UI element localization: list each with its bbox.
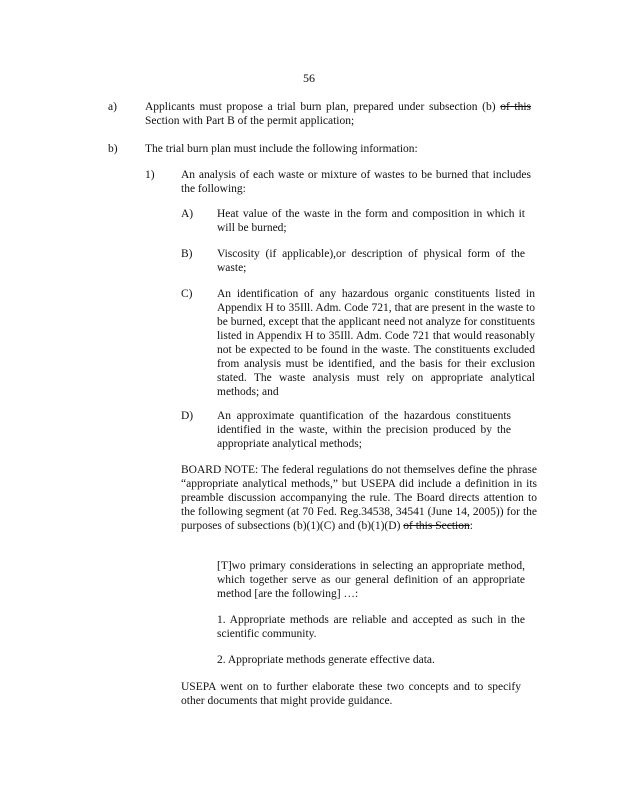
- quote-intro: [T]wo primary considerations in selecting an appropriate method, which together serve as our general definition of an appropriate method [are the following] …:: [217, 560, 525, 600]
- page-number: 56: [303, 71, 315, 85]
- quote-point-2: 2. Appropriate methods generate effective data.: [217, 654, 435, 666]
- subsection-b1-D: [0, 409, 618, 454]
- subsection-b1-B: [0, 247, 618, 277]
- subsection-b1-D-text: An approximate quantification of the hazardous constituents identified in the waste, within the precision produced by the appropriate analytical methods;: [217, 410, 511, 450]
- subsection-b-label: b): [108, 143, 118, 155]
- subsection-b-text: The trial burn plan must include the following information:: [145, 143, 418, 155]
- subsection-b1-label: 1): [145, 169, 155, 181]
- subsection-b1-B-text: Viscosity (if applicable),or description of physical form of the waste;: [217, 248, 525, 274]
- subsection-a-struck: of this: [500, 101, 532, 113]
- subsection-a-text-after: Section with Part B of the permit application;: [145, 115, 355, 127]
- subsection-a: [0, 100, 618, 130]
- board-note: [181, 463, 537, 533]
- subsection-b1-D-label: D): [181, 410, 194, 422]
- subsection-a-text-before: Applicants must propose a trial burn plan, prepared under subsection (b): [145, 101, 496, 113]
- subsection-b1-C-text: An identification of any hazardous organic constituents listed in Appendix H to 35Ill. Adm. Code 721, that are present in the waste to be burned, except that the applicant need not analyze for constituents listed in Appendix H to 35Ill. Adm. Code 721 that would reasonably not be expected to be found in the waste. The constituents excluded from analysis must be identified, and the basis for their exclusion stated. The waste analysis must rely on appropriate analytical methods; and: [217, 288, 535, 398]
- subsection-b1-A: [0, 207, 618, 237]
- board-note-text-after: :: [469, 520, 473, 532]
- board-note-text-before: BOARD NOTE: The federal regulations do not themselves define the phrase “appropriate analytical methods,” but USEPA did include a definition in its preamble discussion accompanying the rule. The Board directs attention to the following segment (at 70 Fed. Reg.34538, 34541 (June 14, 2005)) for the purposes of subsections (b)(1)(C) and (b)(1)(D): [181, 464, 537, 532]
- subsection-b1-C-label: C): [181, 288, 193, 300]
- subsection-b1-B-label: B): [181, 248, 193, 260]
- subsection-b1-text: An analysis of each waste or mixture of wastes to be burned that includes the following:: [181, 169, 531, 195]
- subsection-a-text: [145, 100, 531, 128]
- subsection-b1: [0, 168, 618, 198]
- closing-paragraph: USEPA went on to further elaborate these two concepts and to specify other documents that might provide guidance.: [181, 681, 521, 707]
- board-note-struck: of this Section: [403, 520, 470, 532]
- quote-point-1: 1. Appropriate methods are reliable and accepted as such in the scientific community.: [217, 614, 525, 640]
- subsection-b1-C: [0, 287, 618, 402]
- subsection-b: [0, 142, 618, 158]
- subsection-b1-A-label: A): [181, 208, 194, 220]
- subsection-a-label: a): [108, 101, 117, 113]
- subsection-b1-A-text: Heat value of the waste in the form and composition in which it will be burned;: [217, 208, 525, 234]
